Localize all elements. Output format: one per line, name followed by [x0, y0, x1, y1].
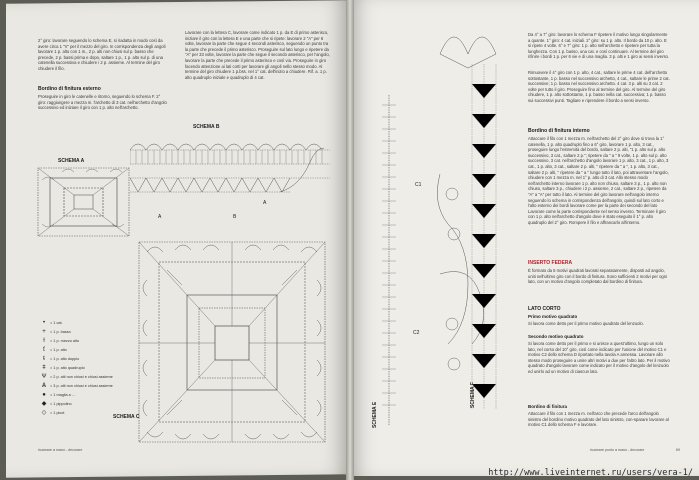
legend-row: ◇ = 1 picot	[41, 410, 65, 416]
schema-e-label: SCHEMA E	[372, 401, 378, 428]
legend-row: • = 1 cat.	[42, 319, 63, 326]
legend-row: ◆ = 1 pippolino	[41, 401, 72, 407]
right-heading-bordino-interno: Bordino di finitura interno	[528, 128, 590, 134]
legend-row: ● = 1 maglia a ...	[42, 391, 76, 398]
source-watermark: http://www.liveinternet.ru/users/vera-1/	[488, 468, 693, 478]
mark-a1: A	[158, 214, 162, 220]
legend-row: Ѱ = 2 p. alti non chiusi e chiusi assieme	[41, 373, 113, 380]
book-gutter	[346, 0, 354, 480]
right-body4: Si lavora come detto per il primo e si unisce a quest'ultimo, lungo un solo lato, nel corso del 10° giro, così come indicato per l'unione del motivo C1 e motivo C2 dello schema D riportato nella tavola A annessa. Lavorare allo stesso modo proseguire a unire altri motivi a due per l'altro lato. Per il motivo quadrato d'angolo lavorare come indicato per il motivo d'angolo del lenzuolo ed unirlo ad un motivo di ciascun lato.	[528, 341, 670, 374]
schema-a-diagram	[36, 166, 131, 238]
right-footer: ricamare punto a mano - decorare	[590, 448, 645, 452]
legend-row: + = 1 p. basso	[42, 328, 71, 335]
right-heading-primo-motivo: Primo motivo quadrato	[528, 314, 578, 319]
right-body3: Si lavora come detto per il primo motivo quadrato del lenzuolo.	[528, 321, 644, 326]
mark-c1: C1	[415, 182, 422, 188]
schema-a-label: SCHEMA A	[58, 158, 85, 164]
schema-c-label: SCHEMA C	[113, 414, 140, 420]
schema-f-label: SCHEMA F	[470, 382, 476, 408]
left-col2-body: Lavorare con la lettera C, lavorare come indicato 1 p. da E di primo asterisco, iniziare il giro con la lettera E e una parte che si ripete: lavorare 2 "A" per 6 volte, lavorare la parte che segue 4 secondi asterisco, seguendo un punto tra la parte che precede il primo asterisco. Proseguire sul lato lungo e ripetere da "A" per 33 volte, lavorare la parte che segue il secondo asterisco, per l'angolo, lavorare la parte che precede il primo asterisco e così via. Proseguire in giro facendo attenzione ai lati corti per lavorare gli angoli nello stesso modo. Al termine del giro chiudere 1 p.bss. nel 1° cat. dell'inizio a chiudere. Rif. a. 1 p. alto quadruplo iniziale e quadruplo di 4 cat.	[185, 30, 330, 80]
mark-a2: A	[263, 200, 267, 206]
right-heading-lato-corto: LATO CORTO	[528, 306, 561, 312]
schema-e-diagram	[378, 95, 400, 425]
right-heading-inserto: INSERTO FEDERA	[528, 260, 573, 266]
mark-c2: C2	[413, 330, 420, 336]
legend-row: ƚ = 1 p. mezzo alto	[43, 337, 80, 344]
right-body1: Attaccare il filo con 1 mezza m. nell'archetto del 2° giro dove si trova la 1° catenella, 1 p. alto quadruplo fino a 6° giro, lavorare 1 p. alto, 3 cat., proseguire lungo l'estremità del bordo, saltare 2 p. alti, "1 p. alto sul p. alto successivo, 3 cat., saltare 2 p."; ripetere da " a " 9 volte, 1 p. alto sul p. alto successivo, 3 cat. nell'archetto d'angolo lavorare 1 p. alto, 3 cat., 1 p. alto, 3 cat., 1 p. alto, 3 cat., saltare 2 p. alti, " ripetere da " a ", 1 p. alto, 3 cat., saltare 2 p. alti, " ripetere da " a " lungo tutto il lato, poi attraversare l'angolo, chiudere con 1 mezza m. nel 1° p. alto di 3 cat. Allo stesso modo nell'archetto interno lavorare 1 p. alto non chiuso, saltare 3 p., 1 p. alto non chiuso, saltare 3 p., chiudere i 2 p. assieme, 2 cat., saltare 2 p., ripetere da "A" a "A" per tutto il lato. Al termine del giro lavorare nell'angolo interno seguendo lo schema in corrispondenza dell'angolo, quindi sul lato corto e l'alto esterno dei bordi lavorare come per la parte dei secondo del lato Lavorare come la parte corrispondente nel senso inverso. Terminare il giro con 1 p. alto nell'archetto d'angolo dove è stato eseguito il 1° p. alto quadruplo del 2° giro. Rompere il filo e affrancarlo all'interno.	[528, 136, 669, 225]
legend-row: ƭ = 1 p. alto	[43, 346, 67, 353]
right-heading-bordino-finitura: Bordino di finitura	[528, 404, 567, 409]
right-intro: Da 4° a 7° giro: lavorare lo schema F ripetere il motivo lungo singolarmente a quante. 1° giro: 4 cat. iniziali. 2° giro: su 1 p. alto. Il bordo da 10 p. alto. E si ripete 4 volte. 6° e 7° giro: 1 p. alto nell'archetto e ripetere per tutta la lunghezza. Con 1 p. basso, una cat. e così continuare. Al termine del giro rifinire i bordi 1 p. per 6 vie e di una maglia. 3 p. alti e 1 giro ai sensi inverso.	[528, 32, 670, 60]
legend-row: ŧ = 1 p. alto doppio	[43, 355, 80, 362]
right-heading-secondo-motivo: Secondo motivo quadrato	[528, 334, 584, 339]
schema-c-diagram	[137, 240, 327, 445]
schema-f-diagram	[432, 24, 512, 414]
mark-b: B	[233, 214, 237, 220]
left-col1-intro: 2° giro: lavorare seguendo lo schema E, si riadatta in modo così da avere circa 1 "V" per il mezzo del giro. In corrispondenza degli angoli lavorare 1 p. alto con 1 m., 2 p. alti non chiusi sul p. basso che precede, 2 p. bassi prima e dopo, saltare 1 p., 1 p. alto sul p. di una catenella successiva e chiudere i 2 p. assieme. Al termine del giro chiudere il filo.	[38, 38, 166, 71]
schema-b-label: SCHEMA B	[193, 124, 220, 130]
schema-b-diagram	[130, 134, 330, 206]
left-col1-body: Proseguire in giro le catenelle e ritorno, seguendo lo schema F. 2° giro: raggiungere a mezza m. l'archetto di 3 cat. nell'archetto d'angolo successivo ed iniziare il giro con 1 p. alto nell'archetto.	[38, 94, 167, 111]
right-body5: Attaccare il filo con 1 mezza m. nell'arco che precede l'arco dell'angolo sinistro del bordino motivo quadrato del lato sinistro, con-sparare lavorare al motivo C1 dello schema F e lavorare.	[528, 411, 669, 428]
right-body2: È formato da 5 motivi quadrati lavorati separatamente, disposti ad angolo, uniti nell'ultimo giro con il bordo di finitura. Sono sufficienti 2 motivi per ogni lato, con un motivo d'angolo completato dal bordino di finitura.	[528, 268, 667, 285]
left-heading-bordino: Bordino di finitura esterno	[38, 86, 101, 92]
left-footer: ricamare a mano - decorare	[38, 448, 83, 452]
right-intro2: Rimuovere il 4° giro con 1 p. alto, 4 cat., saltare le prime 4 cat. dell'archetto sottostante, 1 p. basso nel successivo archetto, 4 cat., saltare le prime 2 cat. successive; 1 p. basso nel successivo archetto. 4 cat. 3 p. alti su 3 cat. 2 volte per tutto il giro. Proseguire fino al termine del giro. Al termine del giro chiudere, 1 p. alto sottostante, 1 p. basso nella cat. successiva; 1 p. basso sui successivi punti. Tagliare e riprendere il bordo a sensi inverso.	[528, 70, 670, 103]
right-page-number: 69	[676, 448, 680, 452]
symbol-legend	[38, 318, 118, 417]
legend-row: Ѧ = 3 p. alti non chiusi e chiusi assieme	[41, 382, 113, 389]
legend-row: ǂ = 1 p. alto quadruplo	[42, 364, 85, 371]
